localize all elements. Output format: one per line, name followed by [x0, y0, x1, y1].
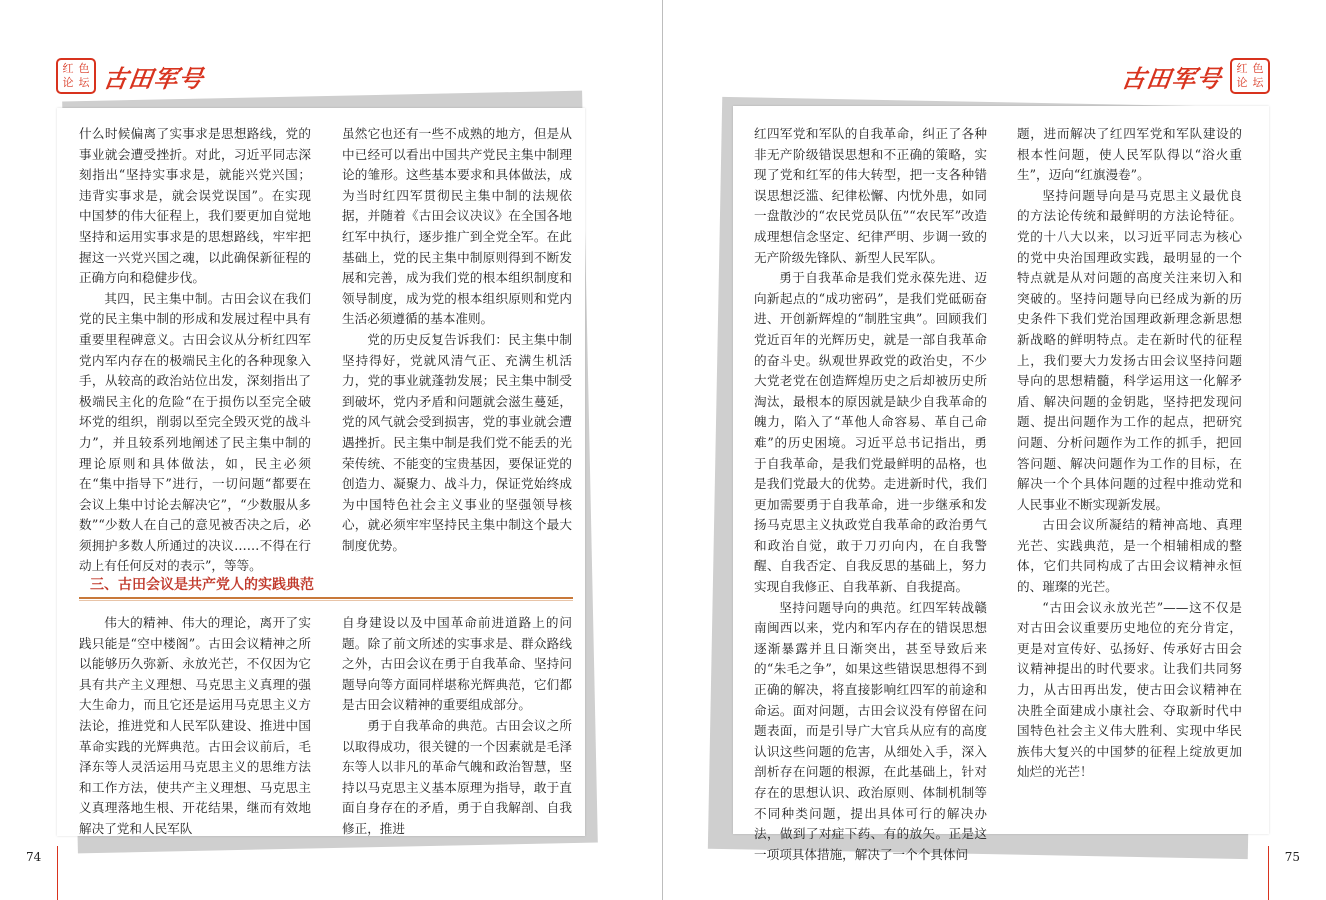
right-column-1	[754, 124, 987, 865]
brand-title: 古田军号	[1119, 63, 1224, 93]
paragraph: 红四军党和军队的自我革命，纠正了各种非无产阶级错误思想和不正确的策略，实现了党和红军的伟大转型，把一支各种错误思想泛滥、纪律松懈、内忧外患，如同一盘散沙的“农民党员队伍”“农民军”改造成理想信念坚定、纪律严明、步调一致的无产阶级先锋队、新型人民军队。	[754, 126, 987, 265]
seal-char: 红	[62, 62, 74, 75]
left-bottom-columns	[79, 613, 572, 840]
right-column-2	[1017, 124, 1242, 865]
paragraph: 坚持问题导向是马克思主义最优良的方法论传统和最鲜明的方法论特征。党的十八大以来，以习近平同志为核心的党中央治国理政实践，最明显的一个特点就是从对问题的高度关注来切入和突破的。坚持问题导向已经成为新的历史条件下我们党治国理政新理念新思想新战略的鲜明特点。走在新时代的征程上，我们要大力发扬古田会议坚持问题导向的思想精髓，科学运用这一化解矛盾、解决问题的金钥匙，坚持把发现问题、提出问题作为工作的起点，把研究问题、分析问题作为工作的抓手，把回答问题、解决问题作为工作的目标，在解决一个个具体问题的过程中推动党和人民事业不断实现新发展。	[1017, 187, 1242, 512]
paragraph: 题，进而解决了红四军党和军队建设的根本性问题，使人民军队得以“浴火重生”，迈向“红旗漫卷”。	[1017, 126, 1242, 183]
page-number: 74	[26, 850, 42, 864]
right-page	[663, 0, 1326, 900]
paragraph: 古田会议所凝结的精神高地、真理光芒、实践典范，是一个相辅相成的整体，它们共同构成了古田会议精神永恒的、璀璨的光芒。	[1017, 517, 1242, 595]
seal-char: 坛	[78, 76, 90, 89]
paragraph: 什么时候偏离了实事求是思想路线，党的事业就会遭受挫折。对此，习近平同志深刻指出“坚持实事求是，就能兴党兴国；违背实事求是，就会误党误国”。在实现中国梦的伟大征程上，我们要更加自觉地坚持和运用实事求是的思想路线，牢牢把握这一兴党兴国之魂，以此确保新征程的正确方向和稳健步伐。	[79, 126, 311, 286]
page-number: 75	[1284, 850, 1300, 864]
seal-char: 坛	[1252, 76, 1264, 89]
seal-char: 论	[62, 76, 74, 89]
margin-mark	[57, 846, 58, 900]
paragraph: 其四，民主集中制。古田会议在我们党的民主集中制的形成和发展过程中具有重要里程碑意义。古田会议从分析红四军党内军内存在的极端民主化的各种现象入手，从较高的政治站位出发，深刻指出了极端民主化的危险“在于损伤以至完全破坏党的组织，削弱以至完全毁灭党的战斗力”，并且较系列地阐述了民主集中制的理论原则和具体做法，如，民主必须在“集中指导下”进行，一切问题“都要在会议上集中讨论去解决它”，“少数服从多数”“少数人在自己的意见被否决之后，必须拥护多数人所通过的决议……不得在行动上有任何反对的表示”，等等。	[79, 290, 311, 574]
seal-char: 色	[78, 62, 90, 75]
left-bottom-column-1	[79, 613, 311, 840]
red-forum-seal-icon	[1230, 58, 1270, 94]
seal-char: 色	[1252, 62, 1264, 75]
paragraph: 党的历史反复告诉我们：民主集中制坚持得好，党就风清气正、充满生机活力，党的事业就蓬勃发展；民主集中制受到破坏，党内矛盾和问题就会滋生蔓延，党的风气就会受到损害，党的事业就会遭遇挫折。民主集中制是我们党不能丢的光荣传统、不能变的宝贵基因，要保证党的创造力、凝聚力、战斗力，保证党始终成为中国特色社会主义事业的坚强领导核心，就必须牢牢坚持民主集中制这个最大制度优势。	[342, 331, 572, 553]
left-top-columns	[79, 124, 572, 577]
left-top-column-1	[79, 124, 311, 577]
paragraph: 坚持问题导向的典范。红四军转战赣南闽西以来，党内和军内存在的错误思想逐渐暴露并且日渐突出，甚至导致后来的“朱毛之争”，如果这些错误思想得不到正确的解决，将直接影响红四军的前途和命运。面对问题，古田会议没有停留在问题表面，而是引导广大官兵从应有的高度认识这些问题的危害，从细处入手，深入剖析存在问题的根源，在此基础上，针对存在的思想认识、政治原则、体制机制等不同种类问题，提出具体可行的解决办法，做到了对症下药、有的放矢。正是这一项项具体措施，解决了一个个具体问	[754, 599, 987, 862]
brand-title: 古田军号	[101, 63, 206, 93]
margin-mark	[1268, 846, 1269, 900]
paragraph: 虽然它也还有一些不成熟的地方，但是从中已经可以看出中国共产党民主集中制理论的雏形。这些基本要求和具体做法，成为当时红四军贯彻民主集中制的法规依据，并随着《古田会议决议》在全国各地红军中执行，逐步推广到全党全军。在此基础上，党的民主集中制原则得到不断发展和完善，成为我们党的根本组织制度和领导制度，成为党的根本组织原则和党内生活必须遵循的基本准则。	[342, 126, 572, 327]
paragraph: “古田会议永放光芒”——这不仅是对古田会议重要历史地位的充分肯定，更是对宣传好、弘扬好、传承好古田会议精神提出的时代要求。让我们共同努力，从古田再出发，使古田会议精神在决胜全面建成小康社会、夺取新时代中国特色社会主义伟大胜利、实现中华民族伟大复兴的中国梦的征程上绽放更加灿烂的光芒！	[1017, 599, 1242, 780]
seal-char: 红	[1236, 62, 1248, 75]
paragraph: 自身建设以及中国革命前进道路上的问题。除了前文所述的实事求是、群众路线之外，古田会议在勇于自我革命、坚持问题导向等方面同样堪称光辉典范，它们都是古田会议精神的重要组成部分。	[342, 615, 572, 713]
right-columns	[754, 124, 1242, 865]
seal-char: 论	[1236, 76, 1248, 89]
paragraph: 勇于自我革命是我们党永葆先进、迈向新起点的“成功密码”，是我们党砥砺奋进、开创新辉煌的“制胜宝典”。回顾我们党近百年的光辉历史，就是一部自我革命的奋斗史。纵观世界政党的政治史，不少大党老党在创造辉煌历史之后却被历史所淘汰，最根本的原因就是缺少自我革命的魄力，陷入了“革他人命容易、革自己命难”的历史困境。习近平总书记指出，勇于自我革命，是我们党最鲜明的品格，也是我们党最大的优势。走进新时代，我们更加需要勇于自我革命，进一步继承和发扬马克思主义执政党自我革命的政治勇气和政治自觉，敢于刀刃向内，在自我警醒、自我否定、自我反思的基础上，努力实现自我修正、自我革新、自我提高。	[754, 270, 987, 595]
section-heading: 三、古田会议是共产党人的实践典范	[90, 577, 314, 593]
left-top-column-2	[342, 124, 572, 577]
left-bottom-column-2	[342, 613, 572, 840]
red-forum-seal-icon	[56, 58, 96, 94]
right-header-logo	[1119, 58, 1270, 94]
left-header-logo	[56, 58, 204, 94]
section-divider	[79, 597, 573, 599]
paragraph: 勇于自我革命的典范。古田会议之所以取得成功，很关键的一个因素就是毛泽东等人以非凡的革命气魄和政治智慧，坚持以马克思主义基本原理为指导，敢于直面自身存在的矛盾，勇于自我解剖、自我修正，推进	[342, 717, 572, 836]
paragraph: 伟大的精神、伟大的理论，离开了实践只能是“空中楼阁”。古田会议精神之所以能够历久弥新、永放光芒，不仅因为它具有共产主义理想、马克思主义真理的强大生命力，而且它还是运用马克思主义方法论，推进党和人民军队建设、推进中国革命实践的光辉典范。古田会议前后，毛泽东等人灵活运用马克思主义的思维方法和工作方法，使共产主义理想、马克思主义真理落地生根、开花结果，继而有效地解决了党和人民军队	[79, 615, 311, 836]
